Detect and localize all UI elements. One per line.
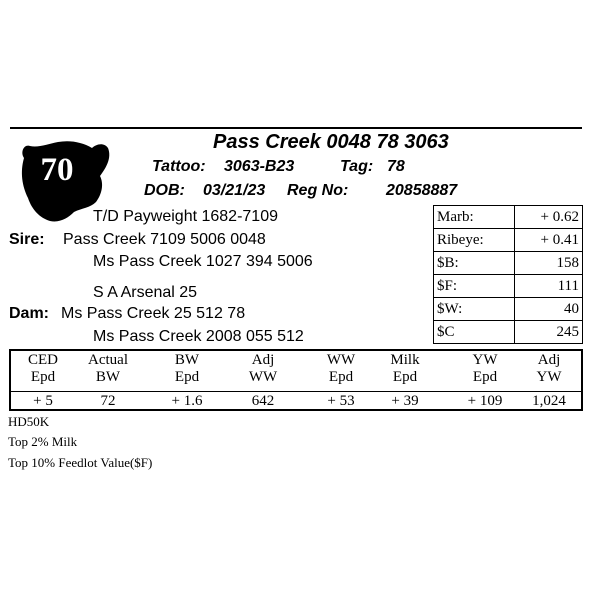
epd-header-line2: Epd [472, 369, 498, 385]
value-label: $B: [434, 252, 515, 275]
sire-dam: Ms Pass Creek 1027 394 5006 [93, 253, 313, 270]
epd-value-adj-yw: 1,024 [532, 393, 566, 409]
value-amount: 158 [515, 252, 583, 275]
tattoo-value: 3063-B23 [224, 158, 295, 175]
dam-sire: S A Arsenal 25 [93, 284, 198, 301]
value-table [433, 205, 583, 344]
epd-header-line1: BW [174, 352, 200, 368]
value-label: $F: [434, 275, 515, 298]
epd-header-line1: CED [28, 352, 58, 368]
epd-value-ced: + 5 [33, 393, 53, 409]
epd-value-milk-epd: + 39 [391, 393, 419, 409]
epd-value-ww-epd: + 53 [327, 393, 355, 409]
epd-divider [11, 391, 581, 392]
value-row [434, 298, 583, 321]
note-line: Top 10% Feedlot Value($F) [8, 455, 153, 470]
epd-table [9, 349, 583, 411]
reg-label: Reg No: [287, 182, 349, 199]
sire-name: Pass Creek 7109 5006 0048 [63, 231, 266, 248]
epd-header-line2: YW [536, 369, 562, 385]
epd-header-yw-epd [455, 352, 515, 386]
value-amount: + 0.62 [515, 206, 583, 229]
value-label: $W: [434, 298, 515, 321]
epd-value-yw-epd: + 109 [467, 393, 503, 409]
epd-header-ww-epd [311, 352, 371, 386]
tag-value: 78 [387, 158, 405, 175]
tag-label: Tag: [340, 158, 374, 175]
tattoo-label: Tattoo: [152, 158, 206, 175]
value-amount: 40 [515, 298, 583, 321]
epd-header-line2: BW [95, 369, 121, 385]
lot-number: 70 [40, 152, 74, 188]
value-label: $C [434, 321, 515, 344]
epd-header-milk-epd [375, 352, 435, 386]
reg-value: 20858887 [386, 182, 458, 199]
epd-header-line2: Epd [30, 369, 56, 385]
dam-label: Dam: [9, 305, 50, 322]
animal-name: Pass Creek 0048 78 3063 [213, 131, 449, 153]
epd-header-line1: Milk [390, 352, 420, 368]
epd-header-line2: Epd [174, 369, 200, 385]
epd-header-line1: Adj [251, 352, 275, 368]
dob-value: 03/21/23 [203, 182, 266, 199]
value-row [434, 321, 583, 344]
epd-header-ced [13, 352, 73, 386]
epd-header-line1: Adj [537, 352, 561, 368]
epd-header-line2: Epd [392, 369, 418, 385]
epd-value-adj-ww: 642 [251, 393, 275, 409]
value-amount: 245 [515, 321, 583, 344]
epd-header-line1: YW [472, 352, 498, 368]
epd-header-line2: WW [248, 369, 278, 385]
value-label: Marb: [434, 206, 515, 229]
dob-label: DOB: [144, 182, 185, 199]
epd-header-line2: Epd [328, 369, 354, 385]
value-row [434, 206, 583, 229]
epd-header-line1: Actual [88, 352, 128, 368]
sire-sire: T/D Payweight 1682-7109 [93, 208, 278, 225]
value-row [434, 252, 583, 275]
sire-label: Sire: [9, 231, 45, 248]
epd-header-adj-yw [519, 352, 579, 386]
value-amount: 111 [515, 275, 583, 298]
value-amount: + 0.41 [515, 229, 583, 252]
epd-header-adj-ww [233, 352, 293, 386]
note-line: Top 2% Milk [8, 434, 78, 449]
epd-header-actual-bw [77, 352, 139, 386]
value-label: Ribeye: [434, 229, 515, 252]
epd-value-bw-epd: + 1.6 [171, 393, 203, 409]
epd-header-line1: WW [326, 352, 356, 368]
epd-header-bw-epd [157, 352, 217, 386]
dam-dam: Ms Pass Creek 2008 055 512 [93, 328, 304, 345]
dam-name: Ms Pass Creek 25 512 78 [61, 305, 246, 322]
value-row [434, 275, 583, 298]
note-line: HD50K [8, 414, 50, 429]
epd-value-actual-bw: 72 [100, 393, 116, 409]
value-row [434, 229, 583, 252]
